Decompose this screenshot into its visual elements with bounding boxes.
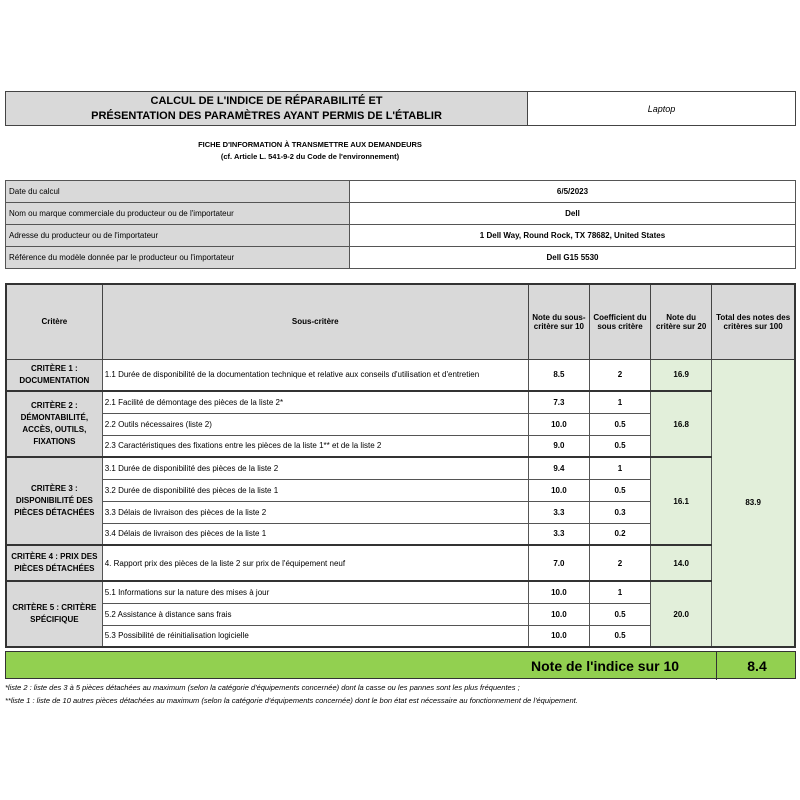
sub-criterion-coef: 0.2 — [589, 523, 650, 545]
sub-criterion-label: 5.2 Assistance à distance sans frais — [102, 603, 528, 625]
criterion-4-score: 14.0 — [651, 545, 712, 581]
criterion-1-score: 16.9 — [651, 359, 712, 391]
table-row — [6, 391, 795, 413]
sub-criterion-label: 2.1 Facilité de démontage des pièces de la liste 2* — [102, 391, 528, 413]
info-row — [6, 225, 796, 247]
sub-criterion-note: 10.0 — [528, 625, 589, 647]
sub-criterion-label: 2.2 Outils nécessaires (liste 2) — [102, 413, 528, 435]
info-label: Référence du modèle donnée par le producteur ou l'importateur — [6, 247, 350, 269]
sub-criterion-note: 7.0 — [528, 545, 589, 581]
sub-criterion-label: 5.3 Possibilité de réinitialisation logicielle — [102, 625, 528, 647]
sub-criterion-label: 3.2 Durée de disponibilité des pièces de la liste 1 — [102, 479, 528, 501]
info-label: Adresse du producteur ou de l'importateur — [6, 225, 350, 247]
table-row — [6, 581, 795, 603]
table-row — [6, 457, 795, 479]
header-title-line2: PRÉSENTATION DES PARAMÈTRES AYANT PERMIS DE L'ÉTABLIR — [91, 109, 442, 122]
final-score-label: Note de l'indice sur 10 — [531, 658, 680, 674]
sub-criterion-coef: 1 — [589, 581, 650, 603]
col-header-total: Total des notes des critères sur 100 — [712, 284, 795, 359]
col-header-note: Note du sous-critère sur 10 — [528, 284, 589, 359]
fiche-line2: (cf. Article L. 541-9-2 du Code de l'environnement) — [220, 152, 400, 161]
table-row — [6, 545, 795, 581]
sub-criterion-note: 8.5 — [528, 359, 589, 391]
table-row — [6, 359, 795, 391]
sub-criterion-coef: 0.3 — [589, 501, 650, 523]
producer-info-table — [5, 180, 796, 269]
sub-criterion-note: 10.0 — [528, 479, 589, 501]
sub-criterion-label: 4. Rapport prix des pièces de la liste 2 sur prix de l'équipement neuf — [102, 545, 528, 581]
scoring-table — [5, 283, 796, 648]
info-value: 1 Dell Way, Round Rock, TX 78682, United States — [350, 225, 796, 247]
criterion-1-name: CRITÈRE 1 : DOCUMENTATION — [6, 359, 102, 391]
col-header-sous-critere: Sous-critère — [102, 284, 528, 359]
sub-criterion-note: 10.0 — [528, 581, 589, 603]
col-header-note20: Note du critère sur 20 — [651, 284, 712, 359]
final-score-value: 8.4 — [747, 658, 767, 674]
header-title — [6, 92, 528, 125]
sub-criterion-coef: 2 — [589, 545, 650, 581]
sub-criterion-label: 1.1 Durée de disponibilité de la documentation technique et relative aux conseils d'utilisation et d'entretien — [102, 359, 528, 391]
fiche-heading — [120, 139, 500, 163]
document-header — [5, 91, 796, 126]
info-row — [6, 203, 796, 225]
product-type: Laptop — [647, 103, 676, 114]
info-value: Dell G15 5530 — [350, 247, 796, 269]
col-header-critere: Critère — [6, 284, 102, 359]
sub-criterion-coef: 0.5 — [589, 479, 650, 501]
sub-criterion-note: 10.0 — [528, 413, 589, 435]
criterion-3-name: CRITÈRE 3 : DISPONIBILITÉ DES PIÈCES DÉTACHÉES — [6, 457, 102, 545]
criterion-5-score: 20.0 — [651, 581, 712, 647]
sub-criterion-note: 9.4 — [528, 457, 589, 479]
sub-criterion-coef: 2 — [589, 359, 650, 391]
fiche-line1: FICHE D'INFORMATION À TRANSMETTRE AUX DEMANDEURS — [198, 140, 422, 149]
criterion-2-score: 16.8 — [651, 391, 712, 457]
sub-criterion-label: 3.1 Durée de disponibilité des pièces de la liste 2 — [102, 457, 528, 479]
footnote-list1: **liste 1 : liste de 10 autres pièces détachées au maximum (selon la catégorie d'équipements concernée) dont le bon état est nécessaire au fonctionnement de l'équipement. — [5, 696, 578, 705]
info-label: Nom ou marque commerciale du producteur ou de l'importateur — [6, 203, 350, 225]
sub-criterion-coef: 1 — [589, 391, 650, 413]
info-row — [6, 247, 796, 269]
criterion-4-name: CRITÈRE 4 : PRIX DES PIÈCES DÉTACHÉES — [6, 545, 102, 581]
table-header-row — [6, 284, 795, 359]
sub-criterion-note: 3.3 — [528, 523, 589, 545]
info-row — [6, 181, 796, 203]
total-score: 83.9 — [712, 359, 795, 647]
info-label: Date du calcul — [6, 181, 350, 203]
sub-criterion-label: 3.4 Délais de livraison des pièces de la liste 1 — [102, 523, 528, 545]
sub-criterion-coef: 0.5 — [589, 603, 650, 625]
sub-criterion-label: 5.1 Informations sur la nature des mises à jour — [102, 581, 528, 603]
criterion-3-score: 16.1 — [651, 457, 712, 545]
info-value: 6/5/2023 — [350, 181, 796, 203]
sub-criterion-note: 9.0 — [528, 435, 589, 457]
header-title-line1: CALCUL DE L'INDICE DE RÉPARABILITÉ ET — [150, 94, 383, 107]
sub-criterion-note: 7.3 — [528, 391, 589, 413]
sub-criterion-label: 3.3 Délais de livraison des pièces de la liste 2 — [102, 501, 528, 523]
sub-criterion-note: 10.0 — [528, 603, 589, 625]
sub-criterion-coef: 1 — [589, 457, 650, 479]
sub-criterion-coef: 0.5 — [589, 435, 650, 457]
info-value: Dell — [350, 203, 796, 225]
final-score-bar — [5, 651, 796, 679]
criterion-5-name: CRITÈRE 5 : CRITÈRE SPÉCIFIQUE — [6, 581, 102, 647]
sub-criterion-note: 3.3 — [528, 501, 589, 523]
sub-criterion-label: 2.3 Caractéristiques des fixations entre les pièces de la liste 1** et de la liste 2 — [102, 435, 528, 457]
sub-criterion-coef: 0.5 — [589, 625, 650, 647]
sub-criterion-coef: 0.5 — [589, 413, 650, 435]
criterion-2-name: CRITÈRE 2 : DÉMONTABILITÉ, ACCÈS, OUTILS, FIXATIONS — [6, 391, 102, 457]
col-header-coef: Coefficient du sous critère — [589, 284, 650, 359]
footnote-list2: *liste 2 : liste des 3 à 5 pièces détachées au maximum (selon la catégorie d'équipements concernée) dont la casse ou les pannes sont les plus fréquentes ; — [5, 683, 520, 692]
